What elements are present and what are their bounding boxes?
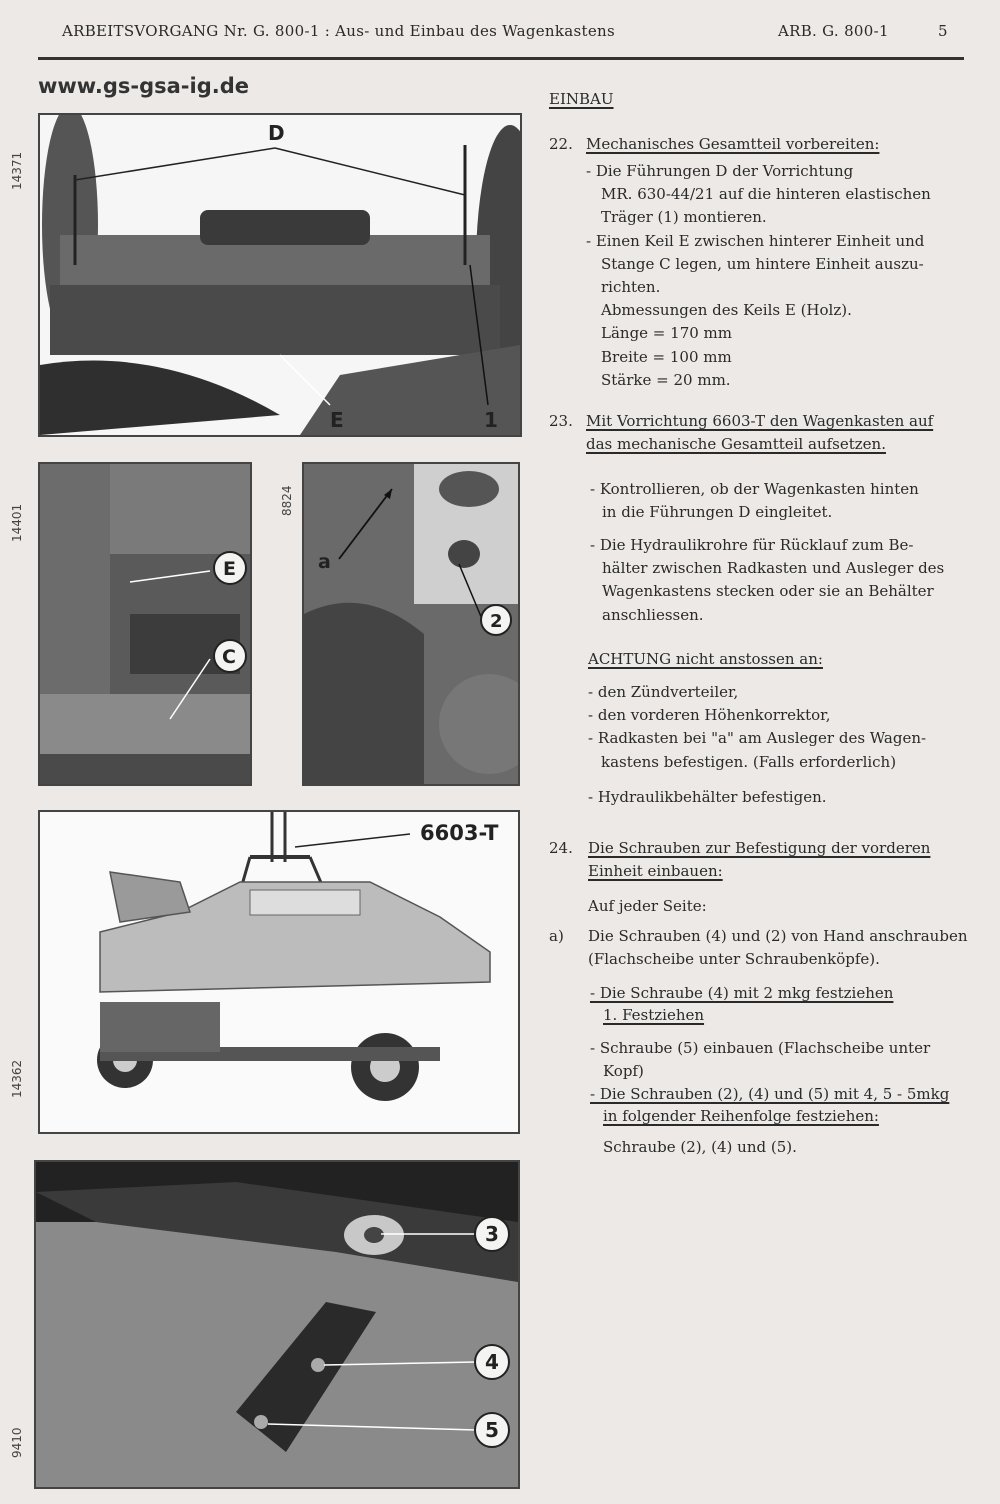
wedge-photo bbox=[38, 462, 252, 786]
figure-number: 8824 bbox=[280, 485, 294, 516]
label-4: 4 bbox=[485, 1350, 499, 1374]
step-23-title: Mit Vorrichtung 6603-T den Wagenkasten auf bbox=[586, 412, 934, 430]
tighten-step-1-label: 1. Festziehen bbox=[603, 1006, 705, 1024]
step-23-line: in die Führungen D eingleitet. bbox=[602, 503, 833, 522]
label-e: E bbox=[330, 408, 344, 432]
step-23-line: - Die Hydraulikrohre für Rücklauf zum Be- bbox=[590, 536, 914, 554]
caution-title: ACHTUNG nicht anstossen an: bbox=[588, 650, 823, 668]
step-23-line: Wagenkastens stecken oder sie an Behälter bbox=[602, 582, 934, 601]
body-lift-photo bbox=[38, 810, 520, 1134]
header-title: ARBEITSVORGANG Nr. G. 800-1 : Aus- und Einbau des Wagenkastens bbox=[62, 22, 615, 40]
step-22-line: richten. bbox=[601, 278, 661, 297]
substep-a-line: (Flachscheibe unter Schraubenköpfe). bbox=[588, 950, 880, 969]
step-24-number: 24. bbox=[549, 839, 573, 857]
screw-positions-photo bbox=[34, 1160, 520, 1489]
tighten-step-1: - Die Schraube (4) mit 2 mkg festziehen bbox=[590, 984, 894, 1002]
header-rule bbox=[38, 57, 964, 60]
wheel-arch-photo bbox=[302, 462, 520, 786]
caution-item: - den vorderen Höhenkorrektor, bbox=[588, 706, 831, 725]
label-1: 1 bbox=[484, 408, 498, 432]
figure-number: 14401 bbox=[10, 503, 24, 542]
chassis-photo bbox=[38, 113, 522, 437]
tool-label-6603t: 6603-T bbox=[420, 821, 499, 845]
step-22-body bbox=[586, 160, 931, 392]
label-5: 5 bbox=[485, 1418, 499, 1442]
step-23-hydraulics bbox=[590, 534, 944, 627]
step-22-line: - Die Führungen D der Vorrichtung bbox=[586, 162, 854, 180]
step-23-check bbox=[590, 478, 919, 524]
step-22-line: Träger (1) montieren. bbox=[601, 208, 767, 227]
step-23-line: hälter zwischen Radkasten und Ausleger des bbox=[602, 559, 945, 578]
tighten-step-2: - Die Schrauben (2), (4) und (5) mit 4, 5 - 5mkg bbox=[590, 1085, 950, 1103]
step-23-line: anschliessen. bbox=[602, 605, 704, 624]
figure-number: 14371 bbox=[10, 151, 24, 190]
step-22-line: MR. 630-44/21 auf die hinteren elastischen bbox=[601, 185, 931, 204]
caution-item: - Radkasten bei "a" am Ausleger des Wagen- bbox=[588, 729, 927, 748]
screw-5-line: Kopf) bbox=[603, 1062, 644, 1081]
figure-number: 14362 bbox=[10, 1059, 24, 1098]
step-22-number: 22. bbox=[549, 135, 573, 153]
step-22-line: Stange C legen, um hintere Einheit auszu- bbox=[601, 254, 924, 273]
step-24-title: Die Schrauben zur Befestigung der vorderen bbox=[588, 839, 931, 857]
step-22-line: Abmessungen des Keils E (Holz). bbox=[601, 301, 852, 320]
figure-number: 9410 bbox=[10, 1427, 24, 1458]
section-title: EINBAU bbox=[549, 90, 614, 108]
page-number: 5 bbox=[938, 22, 948, 40]
substep-a-line: Die Schrauben (4) und (2) von Hand anschrauben bbox=[588, 927, 968, 945]
caution-item: kastens befestigen. (Falls erforderlich) bbox=[601, 752, 897, 771]
label-d: D bbox=[268, 121, 285, 145]
screw-5-line: - Schraube (5) einbauen (Flachscheibe unter bbox=[590, 1039, 931, 1057]
header-ref: ARB. G. 800-1 bbox=[778, 22, 889, 40]
step-23-title-cont: das mechanische Gesamtteil aufsetzen. bbox=[586, 435, 886, 453]
tighten-sequence: Schraube (2), (4) und (5). bbox=[603, 1138, 797, 1156]
step-23-line: - Kontrollieren, ob der Wagenkasten hinten bbox=[590, 480, 919, 498]
step-23-number: 23. bbox=[549, 412, 573, 430]
label-c: C bbox=[222, 646, 236, 668]
caution-list bbox=[588, 681, 926, 774]
step-22-line: - Einen Keil E zwischen hinterer Einheit und bbox=[586, 231, 925, 250]
label-3: 3 bbox=[485, 1222, 499, 1246]
label-2: 2 bbox=[490, 611, 503, 632]
caution-item: - den Zündverteiler, bbox=[588, 683, 739, 701]
tighten-step-2-cont: in folgender Reihenfolge festziehen: bbox=[603, 1107, 879, 1125]
substep-a-label: a) bbox=[549, 927, 564, 945]
step-24-title-cont: Einheit einbauen: bbox=[588, 862, 723, 880]
label-e: E bbox=[223, 558, 236, 580]
each-side-label: Auf jeder Seite: bbox=[588, 897, 707, 915]
step-23-last: - Hydraulikbehälter befestigen. bbox=[588, 788, 827, 806]
step-22-title: Mechanisches Gesamtteil vorbereiten: bbox=[586, 135, 880, 153]
step-22-line: Breite = 100 mm bbox=[601, 347, 732, 366]
site-url: www.gs-gsa-ig.de bbox=[38, 74, 249, 98]
step-22-line: Stärke = 20 mm. bbox=[601, 370, 731, 389]
step-22-line: Länge = 170 mm bbox=[601, 324, 732, 343]
substep-a-text bbox=[588, 925, 967, 971]
label-a: a bbox=[318, 551, 331, 573]
screw-5-text bbox=[590, 1037, 930, 1083]
